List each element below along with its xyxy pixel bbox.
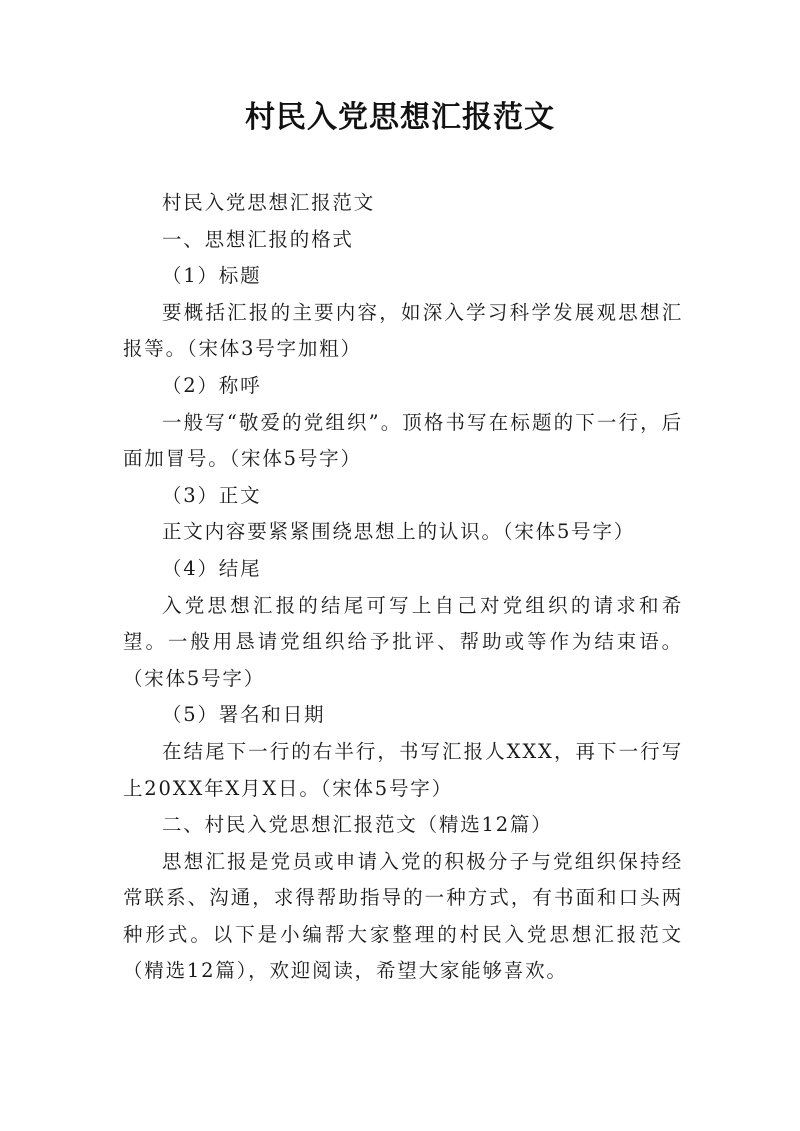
paragraph-item-heading: （2）称呼 — [162, 373, 262, 397]
paragraph-subtitle: 村民入党思想汇报范文 — [162, 191, 376, 214]
paragraph-item-heading: （1）标题 — [162, 264, 262, 288]
paragraph-body: 一般写“敬爱的党组织”。顶格书写在标题的下一行，后面加冒号。（宋体5号字） — [123, 410, 683, 471]
paragraph-section-heading: 二、村民入党思想汇报范文（精选12篇） — [162, 813, 553, 837]
paragraph-body: 正文内容要紧紧围绕思想上的认识。（宋体5号字） — [162, 520, 636, 544]
paragraph-section-heading: 一、思想汇报的格式 — [162, 227, 354, 251]
paragraph-item-heading: （4）结尾 — [162, 556, 262, 580]
paragraph-body: 要概括汇报的主要内容，如深入学习科学发展观思想汇报等。（宋体3号字加粗） — [123, 300, 683, 361]
document-title: 村民入党思想汇报范文 — [245, 100, 555, 135]
document-body — [123, 185, 683, 990]
paragraph-body: 入党思想汇报的结尾可写上自己对党组织的请求和希望。一般用恳请党组织给予批评、帮助或等作为结束语。（宋体5号字） — [123, 593, 683, 690]
paragraph-body: 思想汇报是党员或申请入党的积极分子与党组织保持经常联系、沟通，求得帮助指导的一种方式，有书面和口头两种形式。以下是小编帮大家整理的村民入党思想汇报范文（精选12篇），欢迎阅读，希望大家能够喜欢。 — [123, 849, 683, 983]
paragraph-item-heading: （5）署名和日期 — [162, 703, 326, 727]
paragraph-item-heading: （3）正文 — [162, 483, 262, 507]
paragraph-body: 在结尾下一行的右半行，书写汇报人XXX，再下一行写上20XX年X月X日。（宋体5号字） — [123, 739, 683, 800]
